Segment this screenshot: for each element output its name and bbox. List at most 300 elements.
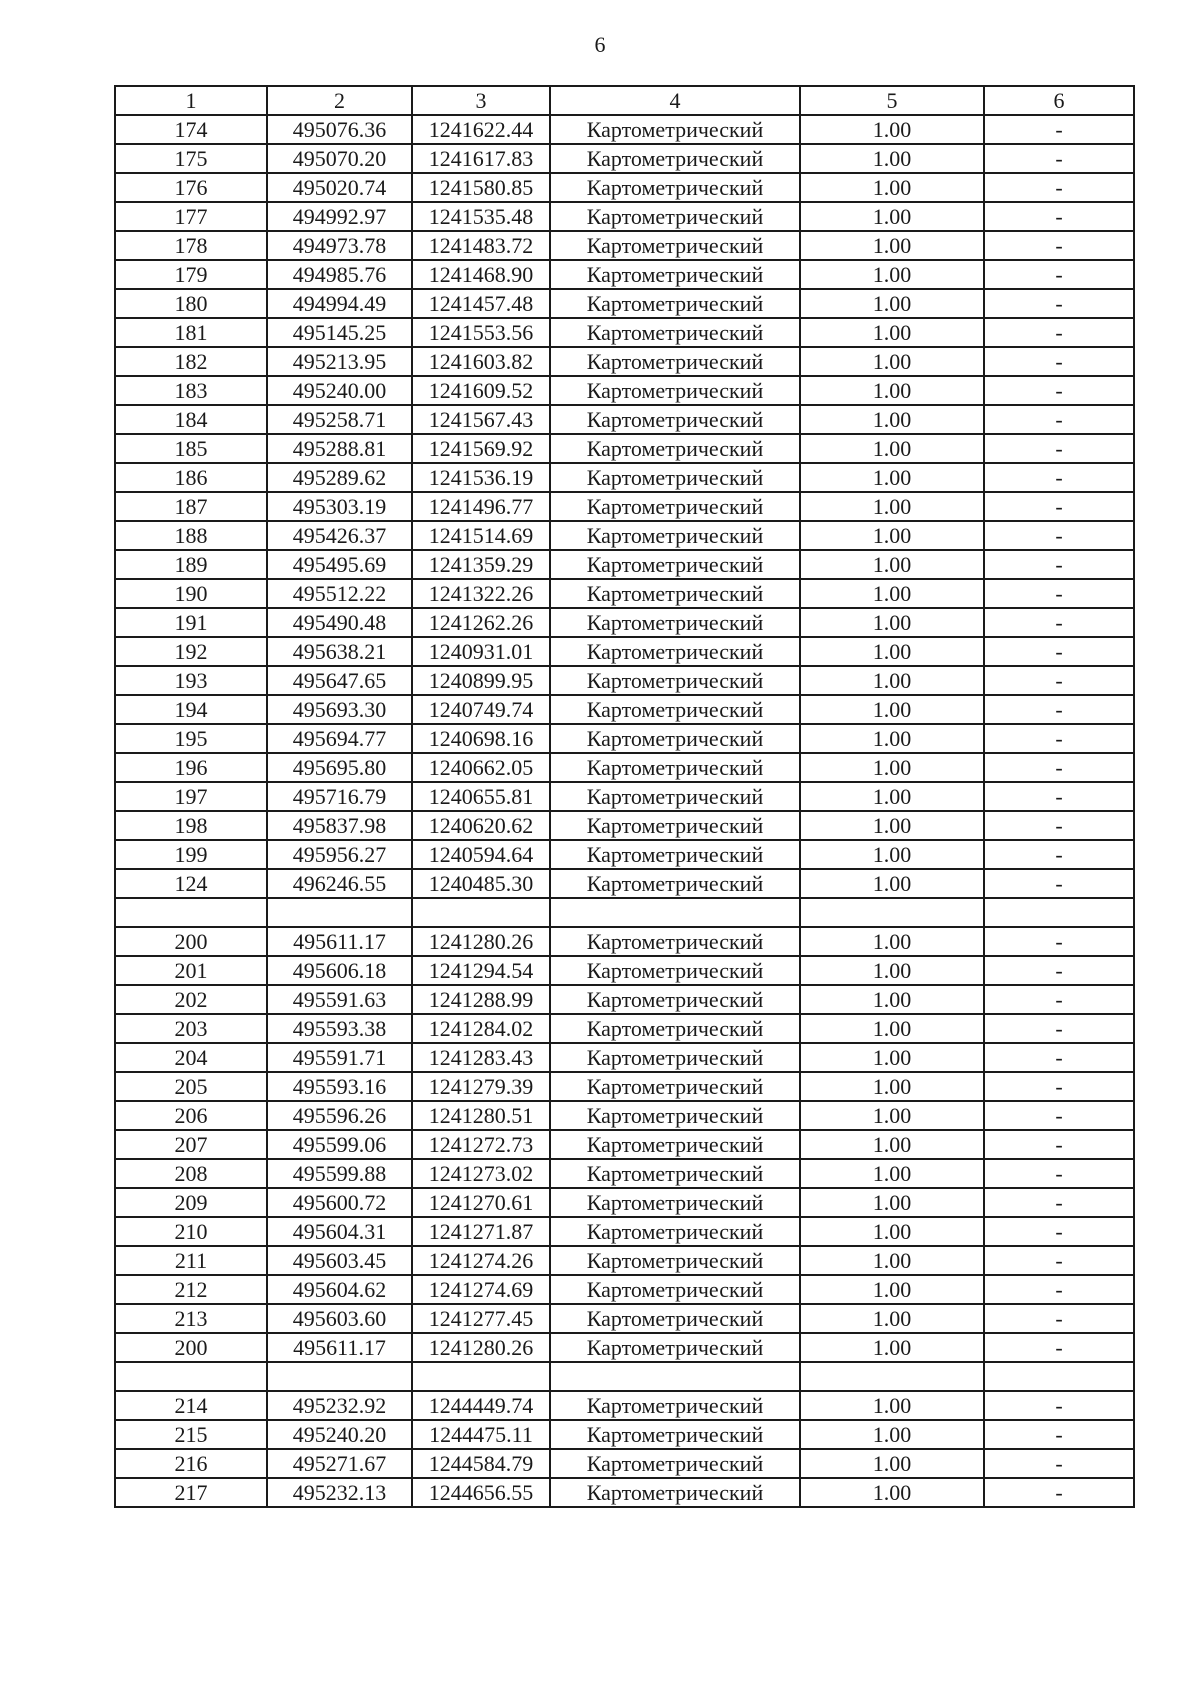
table-row [115,956,1134,985]
accuracy-cell: 1.00 [800,1449,984,1478]
y-coordinate-cell: 1241288.99 [412,985,550,1014]
y-coordinate-cell: 1241468.90 [412,260,550,289]
description-cell: - [984,811,1134,840]
description-cell [984,1362,1134,1391]
table-row [115,318,1134,347]
x-coordinate-cell: 495271.67 [267,1449,412,1478]
table-row [115,1159,1134,1188]
table-row [115,724,1134,753]
x-coordinate-cell: 495240.20 [267,1420,412,1449]
point-number-cell: 183 [115,376,267,405]
y-coordinate-cell: 1241567.43 [412,405,550,434]
description-cell: - [984,637,1134,666]
method-cell: Картометрический [550,782,800,811]
point-number-cell: 189 [115,550,267,579]
method-cell: Картометрический [550,318,800,347]
y-coordinate-cell: 1241277.45 [412,1304,550,1333]
point-number-cell: 217 [115,1478,267,1507]
accuracy-cell [800,1362,984,1391]
x-coordinate-cell: 495593.16 [267,1072,412,1101]
x-coordinate-cell: 495495.69 [267,550,412,579]
x-coordinate-cell: 495693.30 [267,695,412,724]
description-cell: - [984,434,1134,463]
x-coordinate-cell: 495638.21 [267,637,412,666]
accuracy-cell: 1.00 [800,1391,984,1420]
description-cell: - [984,347,1134,376]
x-coordinate-cell: 495289.62 [267,463,412,492]
table-row [115,840,1134,869]
header-row [115,86,1134,115]
table-row [115,579,1134,608]
description-cell: - [984,695,1134,724]
method-cell: Картометрический [550,434,800,463]
y-coordinate-cell: 1241483.72 [412,231,550,260]
point-number-cell: 181 [115,318,267,347]
accuracy-cell: 1.00 [800,115,984,144]
table-row [115,463,1134,492]
table-row [115,260,1134,289]
table-row [115,666,1134,695]
point-number-cell: 202 [115,985,267,1014]
description-cell: - [984,782,1134,811]
method-cell: Картометрический [550,695,800,724]
y-coordinate-cell: 1240655.81 [412,782,550,811]
point-number-cell: 188 [115,521,267,550]
table-row [115,144,1134,173]
description-cell: - [984,753,1134,782]
accuracy-cell: 1.00 [800,492,984,521]
method-cell: Картометрический [550,115,800,144]
point-number-cell: 175 [115,144,267,173]
y-coordinate-cell: 1241280.26 [412,1333,550,1362]
accuracy-cell: 1.00 [800,1217,984,1246]
point-number-cell: 178 [115,231,267,260]
accuracy-cell: 1.00 [800,1043,984,1072]
description-cell: - [984,1188,1134,1217]
x-coordinate-cell: 495240.00 [267,376,412,405]
table-row [115,1188,1134,1217]
accuracy-cell: 1.00 [800,289,984,318]
table-row [115,1449,1134,1478]
accuracy-cell: 1.00 [800,579,984,608]
method-cell: Картометрический [550,1043,800,1072]
coordinates-table [114,85,1135,1508]
x-coordinate-cell: 495490.48 [267,608,412,637]
y-coordinate-cell: 1240899.95 [412,666,550,695]
y-coordinate-cell: 1240662.05 [412,753,550,782]
point-number-cell: 215 [115,1420,267,1449]
x-coordinate-cell: 495599.88 [267,1159,412,1188]
accuracy-cell: 1.00 [800,666,984,695]
table-row [115,492,1134,521]
description-cell: - [984,550,1134,579]
description-cell: - [984,1391,1134,1420]
accuracy-cell: 1.00 [800,231,984,260]
method-cell: Картометрический [550,1420,800,1449]
y-coordinate-cell: 1244656.55 [412,1478,550,1507]
point-number-cell: 200 [115,927,267,956]
description-cell: - [984,1333,1134,1362]
point-number-cell: 209 [115,1188,267,1217]
page-number: 6 [594,32,606,57]
description-cell: - [984,115,1134,144]
table-row [115,115,1134,144]
method-cell: Картометрический [550,1391,800,1420]
method-cell: Картометрический [550,521,800,550]
x-coordinate-cell: 495591.63 [267,985,412,1014]
accuracy-cell: 1.00 [800,637,984,666]
point-number-cell: 187 [115,492,267,521]
description-cell: - [984,173,1134,202]
description-cell: - [984,869,1134,898]
table-row [115,1014,1134,1043]
x-coordinate-cell: 495604.31 [267,1217,412,1246]
method-cell: Картометрический [550,463,800,492]
description-cell: - [984,144,1134,173]
table-row [115,1333,1134,1362]
description-cell: - [984,1275,1134,1304]
point-number-cell: 198 [115,811,267,840]
x-coordinate-cell: 495611.17 [267,927,412,956]
description-cell: - [984,579,1134,608]
point-number-cell: 191 [115,608,267,637]
y-coordinate-cell: 1241617.83 [412,144,550,173]
accuracy-cell: 1.00 [800,1159,984,1188]
separator-row [115,898,1134,927]
table-row [115,1246,1134,1275]
method-cell: Картометрический [550,1014,800,1043]
description-cell: - [984,608,1134,637]
method-cell: Картометрический [550,376,800,405]
table-row [115,550,1134,579]
method-cell: Картометрический [550,1449,800,1478]
table-row [115,1275,1134,1304]
method-cell: Картометрический [550,231,800,260]
table-row [115,782,1134,811]
point-number-cell: 207 [115,1130,267,1159]
description-cell: - [984,666,1134,695]
point-number-cell: 203 [115,1014,267,1043]
x-coordinate-cell: 495288.81 [267,434,412,463]
accuracy-cell: 1.00 [800,318,984,347]
description-cell: - [984,985,1134,1014]
method-cell: Картометрический [550,608,800,637]
table-header [115,86,1134,115]
table-row [115,1072,1134,1101]
table-row [115,1478,1134,1507]
y-coordinate-cell: 1241536.19 [412,463,550,492]
x-coordinate-cell: 496246.55 [267,869,412,898]
x-coordinate-cell: 495593.38 [267,1014,412,1043]
y-coordinate-cell: 1241535.48 [412,202,550,231]
description-cell: - [984,1072,1134,1101]
y-coordinate-cell: 1241496.77 [412,492,550,521]
point-number-cell: 182 [115,347,267,376]
method-cell: Картометрический [550,144,800,173]
description-cell: - [984,376,1134,405]
accuracy-cell: 1.00 [800,1246,984,1275]
header-cell-col-3: 3 [412,86,550,115]
accuracy-cell: 1.00 [800,1014,984,1043]
point-number-cell: 206 [115,1101,267,1130]
accuracy-cell: 1.00 [800,1478,984,1507]
point-number-cell: 176 [115,173,267,202]
accuracy-cell: 1.00 [800,608,984,637]
accuracy-cell: 1.00 [800,1420,984,1449]
x-coordinate-cell: 495956.27 [267,840,412,869]
x-coordinate-cell: 495145.25 [267,318,412,347]
accuracy-cell: 1.00 [800,144,984,173]
description-cell: - [984,289,1134,318]
method-cell: Картометрический [550,492,800,521]
description-cell: - [984,405,1134,434]
y-coordinate-cell: 1240749.74 [412,695,550,724]
y-coordinate-cell: 1244449.74 [412,1391,550,1420]
table-row [115,202,1134,231]
y-coordinate-cell: 1241274.69 [412,1275,550,1304]
table-row [115,1043,1134,1072]
method-cell [550,1362,800,1391]
accuracy-cell: 1.00 [800,1304,984,1333]
method-cell: Картометрический [550,1072,800,1101]
point-number-cell: 124 [115,869,267,898]
point-number-cell: 177 [115,202,267,231]
accuracy-cell: 1.00 [800,840,984,869]
method-cell: Картометрический [550,811,800,840]
point-number-cell: 194 [115,695,267,724]
x-coordinate-cell: 495611.17 [267,1333,412,1362]
table-row [115,1391,1134,1420]
x-coordinate-cell: 495603.45 [267,1246,412,1275]
point-number-cell: 174 [115,115,267,144]
y-coordinate-cell: 1241284.02 [412,1014,550,1043]
x-coordinate-cell: 495837.98 [267,811,412,840]
y-coordinate-cell: 1241322.26 [412,579,550,608]
method-cell: Картометрический [550,1304,800,1333]
description-cell: - [984,1159,1134,1188]
table-row [115,811,1134,840]
y-coordinate-cell: 1241271.87 [412,1217,550,1246]
table-row [115,1217,1134,1246]
method-cell: Картометрический [550,1478,800,1507]
y-coordinate-cell: 1244584.79 [412,1449,550,1478]
y-coordinate-cell [412,1362,550,1391]
y-coordinate-cell: 1241273.02 [412,1159,550,1188]
table-row [115,1304,1134,1333]
accuracy-cell: 1.00 [800,202,984,231]
accuracy-cell: 1.00 [800,1130,984,1159]
y-coordinate-cell: 1241280.26 [412,927,550,956]
point-number-cell: 185 [115,434,267,463]
description-cell [984,898,1134,927]
accuracy-cell: 1.00 [800,927,984,956]
accuracy-cell: 1.00 [800,173,984,202]
y-coordinate-cell: 1240931.01 [412,637,550,666]
x-coordinate-cell: 495070.20 [267,144,412,173]
y-coordinate-cell: 1244475.11 [412,1420,550,1449]
method-cell: Картометрический [550,1217,800,1246]
x-coordinate-cell: 495232.92 [267,1391,412,1420]
method-cell: Картометрический [550,260,800,289]
point-number-cell: 211 [115,1246,267,1275]
y-coordinate-cell: 1241272.73 [412,1130,550,1159]
point-number-cell: 184 [115,405,267,434]
x-coordinate-cell: 495258.71 [267,405,412,434]
accuracy-cell: 1.00 [800,782,984,811]
y-coordinate-cell: 1241569.92 [412,434,550,463]
method-cell: Картометрический [550,347,800,376]
header-cell-col-5: 5 [800,86,984,115]
description-cell: - [984,1449,1134,1478]
y-coordinate-cell: 1241359.29 [412,550,550,579]
y-coordinate-cell: 1240620.62 [412,811,550,840]
table-row [115,985,1134,1014]
accuracy-cell: 1.00 [800,1333,984,1362]
x-coordinate-cell: 495426.37 [267,521,412,550]
method-cell: Картометрический [550,840,800,869]
method-cell: Картометрический [550,869,800,898]
description-cell: - [984,956,1134,985]
y-coordinate-cell: 1241262.26 [412,608,550,637]
table-row [115,434,1134,463]
x-coordinate-cell: 494994.49 [267,289,412,318]
accuracy-cell: 1.00 [800,985,984,1014]
x-coordinate-cell: 495604.62 [267,1275,412,1304]
point-number-cell: 204 [115,1043,267,1072]
y-coordinate-cell: 1241553.56 [412,318,550,347]
x-coordinate-cell: 495512.22 [267,579,412,608]
x-coordinate-cell: 495591.71 [267,1043,412,1072]
method-cell: Картометрический [550,289,800,318]
x-coordinate-cell: 494992.97 [267,202,412,231]
description-cell: - [984,521,1134,550]
description-cell: - [984,1014,1134,1043]
y-coordinate-cell: 1241609.52 [412,376,550,405]
description-cell: - [984,840,1134,869]
point-number-cell: 193 [115,666,267,695]
description-cell: - [984,724,1134,753]
method-cell [550,898,800,927]
table-row [115,1420,1134,1449]
method-cell: Картометрический [550,1246,800,1275]
table-row [115,608,1134,637]
accuracy-cell: 1.00 [800,521,984,550]
method-cell: Картометрический [550,202,800,231]
method-cell: Картометрический [550,956,800,985]
accuracy-cell: 1.00 [800,260,984,289]
accuracy-cell: 1.00 [800,1072,984,1101]
x-coordinate-cell [267,1362,412,1391]
y-coordinate-cell: 1241603.82 [412,347,550,376]
method-cell: Картометрический [550,1159,800,1188]
table-row [115,1130,1134,1159]
method-cell: Картометрический [550,1130,800,1159]
description-cell: - [984,231,1134,260]
point-number-cell [115,898,267,927]
header-cell-col-4: 4 [550,86,800,115]
point-number-cell: 214 [115,1391,267,1420]
method-cell: Картометрический [550,637,800,666]
accuracy-cell: 1.00 [800,1275,984,1304]
description-cell: - [984,1304,1134,1333]
method-cell: Картометрический [550,753,800,782]
method-cell: Картометрический [550,666,800,695]
description-cell: - [984,1217,1134,1246]
point-number-cell: 208 [115,1159,267,1188]
accuracy-cell: 1.00 [800,550,984,579]
accuracy-cell: 1.00 [800,724,984,753]
accuracy-cell: 1.00 [800,753,984,782]
header-cell-col-6: 6 [984,86,1134,115]
accuracy-cell: 1.00 [800,347,984,376]
y-coordinate-cell: 1241457.48 [412,289,550,318]
method-cell: Картометрический [550,1101,800,1130]
point-number-cell: 192 [115,637,267,666]
accuracy-cell [800,898,984,927]
accuracy-cell: 1.00 [800,956,984,985]
table-row [115,521,1134,550]
x-coordinate-cell: 495232.13 [267,1478,412,1507]
table-row [115,637,1134,666]
method-cell: Картометрический [550,1333,800,1362]
y-coordinate-cell: 1241279.39 [412,1072,550,1101]
table-row [115,869,1134,898]
separator-row [115,1362,1134,1391]
y-coordinate-cell: 1240698.16 [412,724,550,753]
point-number-cell: 212 [115,1275,267,1304]
description-cell: - [984,1130,1134,1159]
accuracy-cell: 1.00 [800,695,984,724]
y-coordinate-cell: 1241274.26 [412,1246,550,1275]
table-body [115,115,1134,1507]
method-cell: Картометрический [550,405,800,434]
x-coordinate-cell: 495647.65 [267,666,412,695]
y-coordinate-cell: 1241622.44 [412,115,550,144]
y-coordinate-cell: 1241280.51 [412,1101,550,1130]
y-coordinate-cell: 1241294.54 [412,956,550,985]
description-cell: - [984,492,1134,521]
point-number-cell: 195 [115,724,267,753]
header-cell-col-1: 1 [115,86,267,115]
table-row [115,289,1134,318]
accuracy-cell: 1.00 [800,811,984,840]
accuracy-cell: 1.00 [800,463,984,492]
method-cell: Картометрический [550,1275,800,1304]
accuracy-cell: 1.00 [800,434,984,463]
table-row [115,1101,1134,1130]
x-coordinate-cell: 495606.18 [267,956,412,985]
point-number-cell: 216 [115,1449,267,1478]
description-cell: - [984,927,1134,956]
accuracy-cell: 1.00 [800,405,984,434]
x-coordinate-cell: 495695.80 [267,753,412,782]
x-coordinate-cell [267,898,412,927]
x-coordinate-cell: 495076.36 [267,115,412,144]
point-number-cell: 179 [115,260,267,289]
x-coordinate-cell: 495600.72 [267,1188,412,1217]
description-cell: - [984,318,1134,347]
table-row [115,376,1134,405]
y-coordinate-cell: 1241580.85 [412,173,550,202]
accuracy-cell: 1.00 [800,1188,984,1217]
point-number-cell: 196 [115,753,267,782]
point-number-cell: 201 [115,956,267,985]
point-number-cell: 180 [115,289,267,318]
point-number-cell [115,1362,267,1391]
accuracy-cell: 1.00 [800,376,984,405]
table-row [115,405,1134,434]
point-number-cell: 200 [115,1333,267,1362]
